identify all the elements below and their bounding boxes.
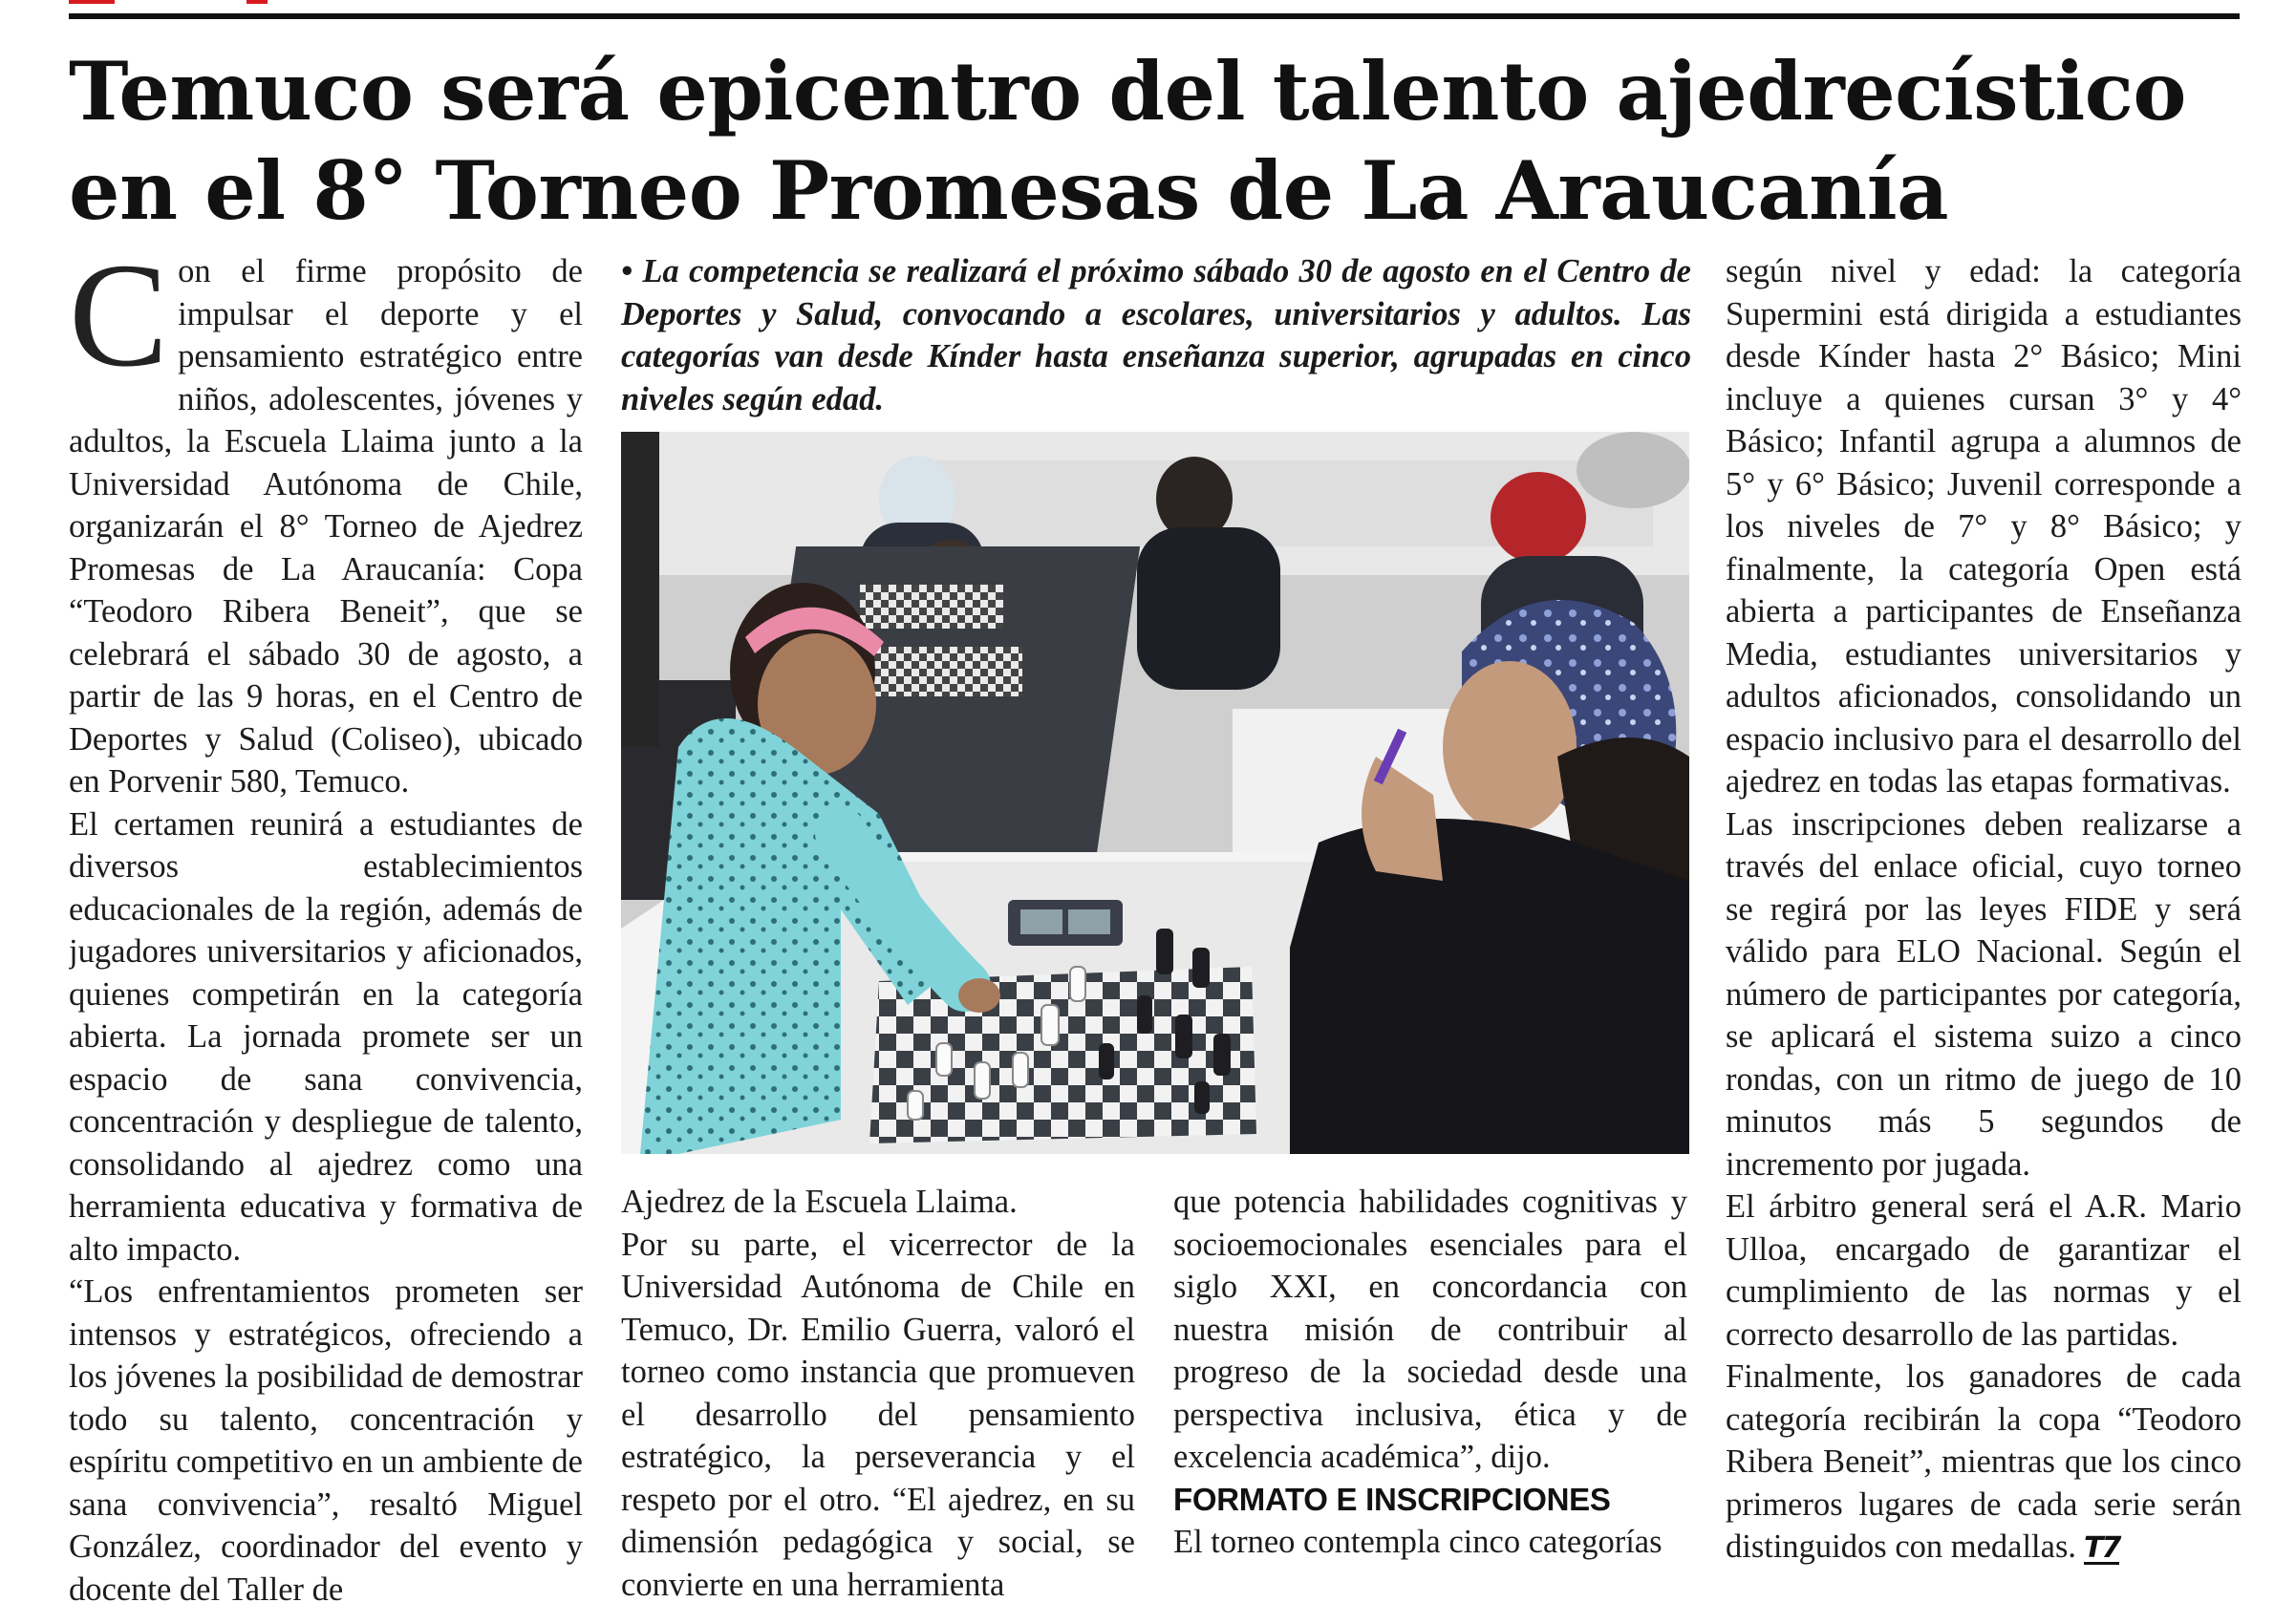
article-column-3 xyxy=(1173,1181,1687,1607)
headline-line-1: Temuco será epicentro del talento ajedrecístico xyxy=(69,44,2186,139)
headline-line-2: en el 8° Torneo Promesas de La Araucanía xyxy=(69,143,1949,238)
section-marker-left xyxy=(69,0,115,4)
lead-summary: • La competencia se realizará el próximo sábado 30 de agosto en el Centro de Deportes y Salud, convocando a escolares, universitarios y adultos. Las categorías van desde Kínder hasta enseñanza superior, agrupadas en cinco niveles según edad. xyxy=(621,253,1691,417)
paragraph: según nivel y edad: la categoría Supermini está dirigida a estudiantes desde Kínder hasta 2° Básico; Mini incluye a quienes cursan 3° y 4° Básico; Infantil agrupa a alumnos de 5° y 6° Básico; Juvenil corresponde a los niveles de 7° y 8° Básico; y finalmente, la categoría Open está abierta a participantes de Enseñanza Media, estudiantes universitarios y adultos aficionados, consolidando un espacio inclusivo para el desarrollo del ajedrez en todas las etapas formativas. xyxy=(1726,253,2242,800)
article-column-4 xyxy=(1726,250,2242,1607)
article-column-2 xyxy=(621,1181,1135,1607)
paragraph: El certamen reunirá a estudiantes de diversos establecimientos educacionales de la región, además de jugadores universitarios y aficionados, quienes competirán en la categoría abierta. La jornada promete ser un espacio de sana convivencia, concentración y despliegue de talento, consolidando al ajedrez como una herramienta educativa y formativa de alto impacto. xyxy=(69,805,583,1268)
paragraph-intro: Con el firme propósito de impulsar el deporte y el pensamiento estratégico entre niños, adolescentes, jóvenes y adultos, la Escuela Llaima junto a la Universidad Autónoma de Chile, organizarán el 8° Torneo de Ajedrez Promesas de La Araucanía: Copa “Teodoro Ribera Beneit”, que se celebrará el sábado 30 de agosto, a partir de las 9 horas, en el Centro de Deportes y Salud (Coliseo), ubicado en Porvenir 580, Temuco. xyxy=(69,250,583,800)
paragraph: El torneo contempla cinco categorías xyxy=(1173,1524,1663,1560)
paragraph: El árbitro general será el A.R. Mario Ulloa, encargado de garantizar el cumplimiento de las normas y el correcto desarrollo de las partidas. xyxy=(1726,1188,2242,1353)
paragraph-quote: “Los enfrentamientos prometen ser intensos y estratégicos, ofreciendo a los jóvenes la posibilidad de demostrar todo su talento, concentración y espíritu competitivo en un ambiente de sana convivencia”, resaltó Miguel González, coordinador del evento y docente del Taller de xyxy=(69,1273,583,1607)
article-column-1 xyxy=(69,250,583,1607)
paragraph: Ajedrez de la Escuela Llaima. xyxy=(621,1184,1018,1220)
paragraph: Por su parte, el vicerrector de la Universidad Autónoma de Chile en Temuco, Dr. Emilio Guerra, valoró el torneo como instancia que promueven el desarrollo del pensamiento estratégico, la perseverancia y el respeto por el otro. “El ajedrez, en su dimensión pedagógica y social, se convierte en una herramienta xyxy=(621,1226,1135,1603)
subheading: FORMATO E INSCRIPCIONES xyxy=(1173,1481,1611,1517)
drop-cap: C xyxy=(69,250,169,397)
headline xyxy=(69,42,2247,241)
end-logo: T7 xyxy=(2084,1531,2120,1565)
paragraph: Las inscripciones deben realizarse a través del enlace oficial, cuyo torneo se regirá por las leyes FIDE y será válido para ELO Nacional. Según el número de participantes por categoría, se aplicará el sistema suizo a cinco rondas, con un ritmo de juego de 10 minutos más 5 segundos de incremento por jugada. xyxy=(1726,805,2242,1183)
paragraph-closing: Finalmente, los ganadores de cada categoría recibirán la copa “Teodoro Ribera Beneit”, mientras que los cinco primeros lugares de cada serie serán distinguidos con medallas. T7 xyxy=(1726,1358,2242,1565)
chess-tournament-photo xyxy=(621,432,1689,1154)
section-marker-right xyxy=(247,0,268,4)
paragraph: que potencia habilidades cognitivas y socioemocionales esenciales para el siglo XXI, en concordancia con nuestra misión de contribuir al progreso de la sociedad desde una perspectiva inclusiva, ética y de excelencia académica”, dijo. xyxy=(1173,1184,1687,1475)
top-rule xyxy=(69,13,2240,19)
